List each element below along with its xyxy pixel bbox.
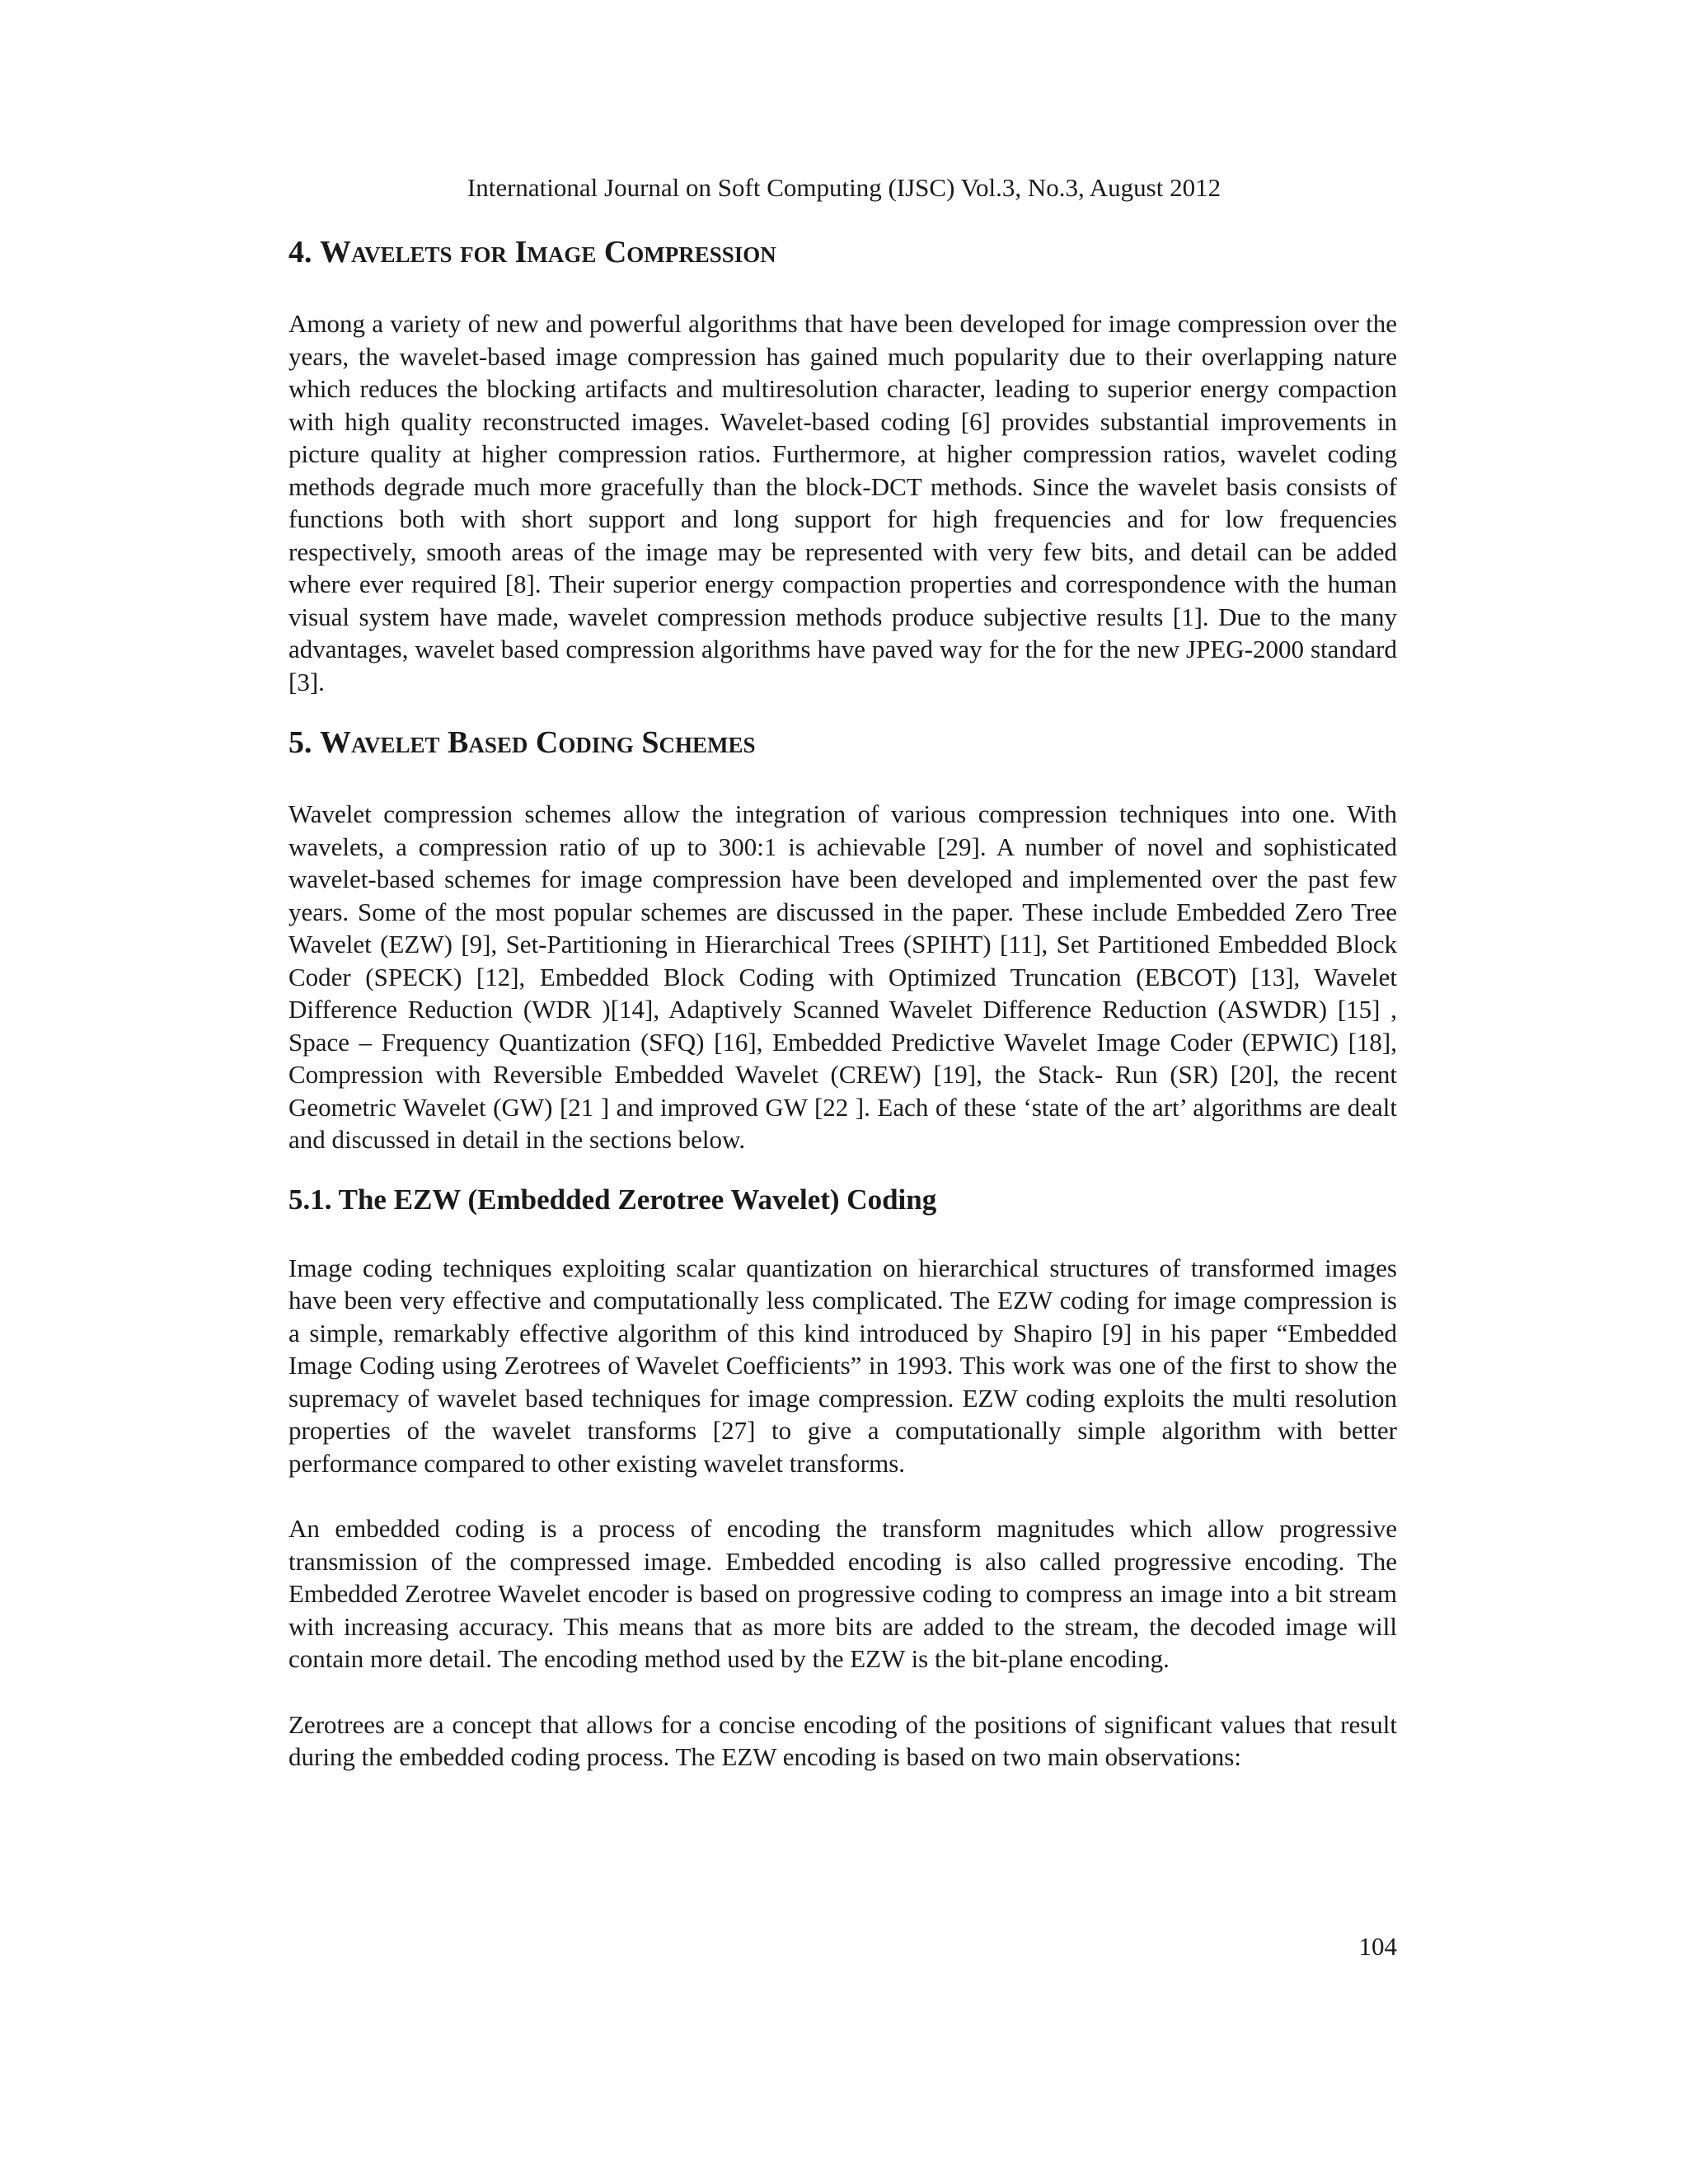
subsection-5-1-paragraph: Zerotrees are a concept that allows for a concise encoding of the positions of significant values that result during the embedded coding process. The EZW encoding is based on two main observations: — [288, 1709, 1397, 1771]
section-title: Wavelet Based Coding Schemes — [320, 725, 756, 760]
page-number: 104 — [1358, 1932, 1397, 1961]
subsection-5-1-paragraph: An embedded coding is a process of encoding the transform magnitudes which allow progressive transmission of the compressed image. Embedded encoding is also called progressive encoding. The Embedded Zerotree Wavelet encoder is based on progressive coding to compress an image into a bit stream with increasing accuracy. This means that as more bits are added to the stream, the decoded image will contain more detail. The encoding method used by the EZW is the bit-plane encoding. — [288, 1514, 1397, 1673]
section-4-paragraph: Among a variety of new and powerful algorithms that have been developed for image compression over the years, the wavelet-based image compression has gained much popularity due to their overlapping nature which reduces the blocking artifacts and multiresolution character, leading to superior energy compaction with high quality reconstructed images. Wavelet-based coding [6] provides substantial improvements in picture quality at higher compression ratios. Furthermore, at higher compression ratios, wavelet coding methods degrade much more gracefully than the block-DCT methods. Since the wavelet basis consists of functions both with short support and long support for high frequencies and for low frequencies respectively, smooth areas of the image may be represented with very few bits, and detail can be added where ever required [8]. Their superior energy compaction properties and correspondence with the human visual system have made, wavelet compression methods produce subjective results [1]. Due to the many advantages, wavelet based compression algorithms have paved way for the for the new JPEG-2000 standard [3]. — [288, 309, 1397, 696]
section-number: 5. — [288, 725, 312, 760]
section-number: 4. — [288, 235, 312, 269]
section-heading-4 — [288, 232, 1397, 272]
running-header: International Journal on Soft Computing (IJSC) Vol.3, No.3, August 2012 — [467, 173, 1221, 202]
subsection-heading-5-1: 5.1. The EZW (Embedded Zerotree Wavelet) Coding — [288, 1183, 937, 1216]
section-title: Wavelets for Image Compression — [320, 235, 776, 269]
section-heading-5 — [288, 723, 1397, 762]
subsection-5-1-paragraph: Image coding techniques exploiting scalar quantization on hierarchical structures of transformed images have been very effective and computationally less complicated. The EZW coding for image compression is a simple, remarkably effective algorithm of this kind introduced by Shapiro [9] in his paper “Embedded Image Coding using Zerotrees of Wavelet Coefficients” in 1993. This work was one of the first to show the supremacy of wavelet based techniques for image compression. EZW coding exploits the multi resolution properties of the wavelet transforms [27] to give a computationally simple algorithm with better performance compared to other existing wavelet transforms. — [288, 1253, 1397, 1478]
page-body — [288, 232, 1397, 1774]
section-5-paragraph: Wavelet compression schemes allow the integration of various compression techniques into one. With wavelets, a compression ratio of up to 300:1 is achievable [29]. A number of novel and sophisticated wavelet-based schemes for image compression have been developed and implemented over the past few years. Some of the most popular schemes are discussed in the paper. These include Embedded Zero Tree Wavelet (EZW) [9], Set-Partitioning in Hierarchical Trees (SPIHT) [11], Set Partitioned Embedded Block Coder (SPECK) [12], Embedded Block Coding with Optimized Truncation (EBCOT) [13], Wavelet Difference Reduction (WDR )[14], Adaptively Scanned Wavelet Difference Reduction (ASWDR) [15] , Space – Frequency Quantization (SFQ) [16], Embedded Predictive Wavelet Image Coder (EPWIC) [18], Compression with Reversible Embedded Wavelet (CREW) [19], the Stack- Run (SR) [20], the recent Geometric Wavelet (GW) [21 ] and improved GW [22 ]. Each of these ‘state of the art’ algorithms are dealt and discussed in detail in the sections below. — [288, 799, 1397, 1154]
